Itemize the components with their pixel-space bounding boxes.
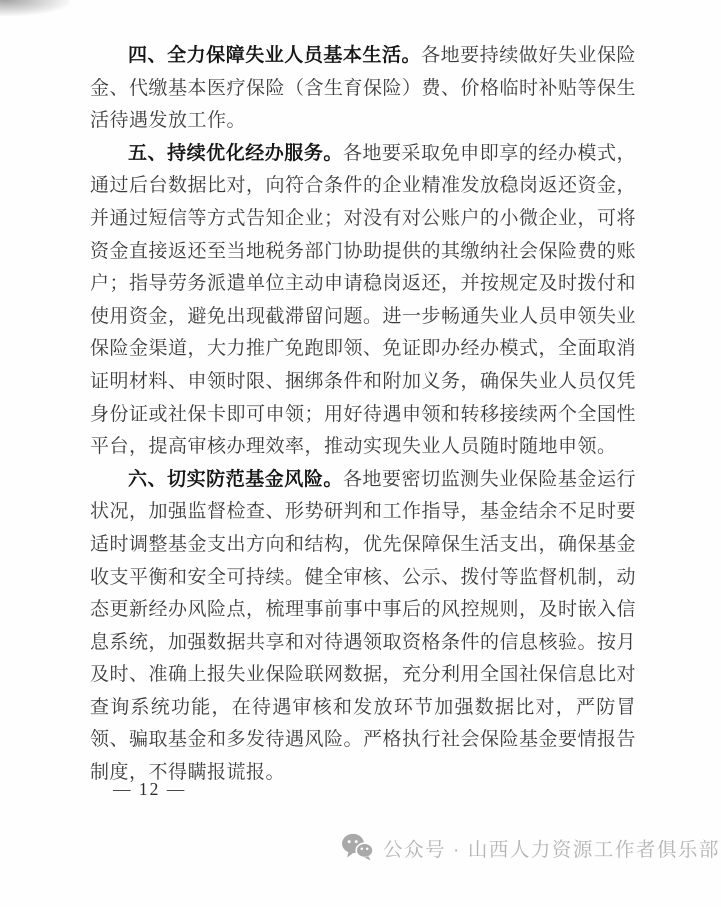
paragraph-heading: 六、切实防范基金风险。 xyxy=(128,468,343,490)
text-line: 态更新经办风险点，梳理事前事中事后的风控规则，及时嵌入信 xyxy=(90,599,637,621)
text-line: 六、切实防范基金风险。各地要密切监测失业保险基金运行 xyxy=(128,468,636,490)
text-line: 息系统，加强数据共享和对待遇领取资格条件的信息核验。按月 xyxy=(90,631,637,653)
text-line: 适时调整基金支出方向和结构，优先保障保生活支出，确保基金 xyxy=(90,533,637,555)
text-line: 证明材料、申领时限、捆绑条件和附加义务，确保失业人员仅凭 xyxy=(90,370,637,392)
text-line: 户；指导劳务派遣单位主动申请稳岗返还，并按规定及时拨付和 xyxy=(90,273,637,295)
footer-text: 公众号 · 山西人力资源工作者俱乐部 xyxy=(383,838,720,861)
text-line: 领、骗取基金和多发待遇风险。严格执行社会保险基金要情报告 xyxy=(90,729,637,751)
text-line: 通过后台数据比对，向符合条件的企业精准发放稳岗返还资金， xyxy=(90,175,637,197)
text-line: 及时、准确上报失业保险联网数据，充分利用全国社保信息比对 xyxy=(90,664,637,686)
scan-corner-artifact xyxy=(0,0,70,16)
text-line: 查询系统功能，在待遇审核和发放环节加强数据比对，严防冒 xyxy=(90,696,636,718)
footer-watermark xyxy=(341,833,720,862)
text-line: 身份证或社保卡即可申领；用好待遇申领和转移接续两个全国性 xyxy=(90,403,637,425)
text-line: 平台，提高审核办理效率，推动实现失业人员随时随地申领。 xyxy=(90,436,617,458)
document-body xyxy=(90,40,636,790)
page-number: — 12 — xyxy=(113,779,187,799)
text-line: 使用资金，避免出现截滞留问题。进一步畅通失业人员申领失业 xyxy=(90,305,637,327)
text-line: 资金直接返还至当地税务部门协助提供的其缴纳社会保险费的账 xyxy=(90,240,637,262)
text-line: 保险金渠道，大力推广免跑即领、免证即办经办模式，全面取消 xyxy=(90,338,637,360)
paragraph-heading: 四、全力保障失业人员基本生活。 xyxy=(128,45,422,66)
text-line: 活待遇发放工作。 xyxy=(90,110,247,132)
text-line: 四、全力保障失业人员基本生活。各地要持续做好失业保险 xyxy=(128,45,636,66)
paragraph-heading: 五、持续优化经办服务。 xyxy=(128,142,343,164)
text-line: 制度，不得瞒报谎报。 xyxy=(90,762,286,784)
text-line: 五、持续优化经办服务。各地要采取免申即享的经办模式， xyxy=(128,142,636,164)
wechat-icon xyxy=(341,833,374,862)
text-line: 金、代缴基本医疗保险（含生育保险）费、价格临时补贴等保生 xyxy=(90,77,637,99)
text-line: 状况，加强监督检查、形势研判和工作指导，基金结余不足时要 xyxy=(90,501,637,523)
text-line: 收支平衡和安全可持续。健全审核、公示、拨付等监督机制，动 xyxy=(90,566,637,588)
text-line: 并通过短信等方式告知企业；对没有对公账户的小微企业，可将 xyxy=(90,207,637,229)
